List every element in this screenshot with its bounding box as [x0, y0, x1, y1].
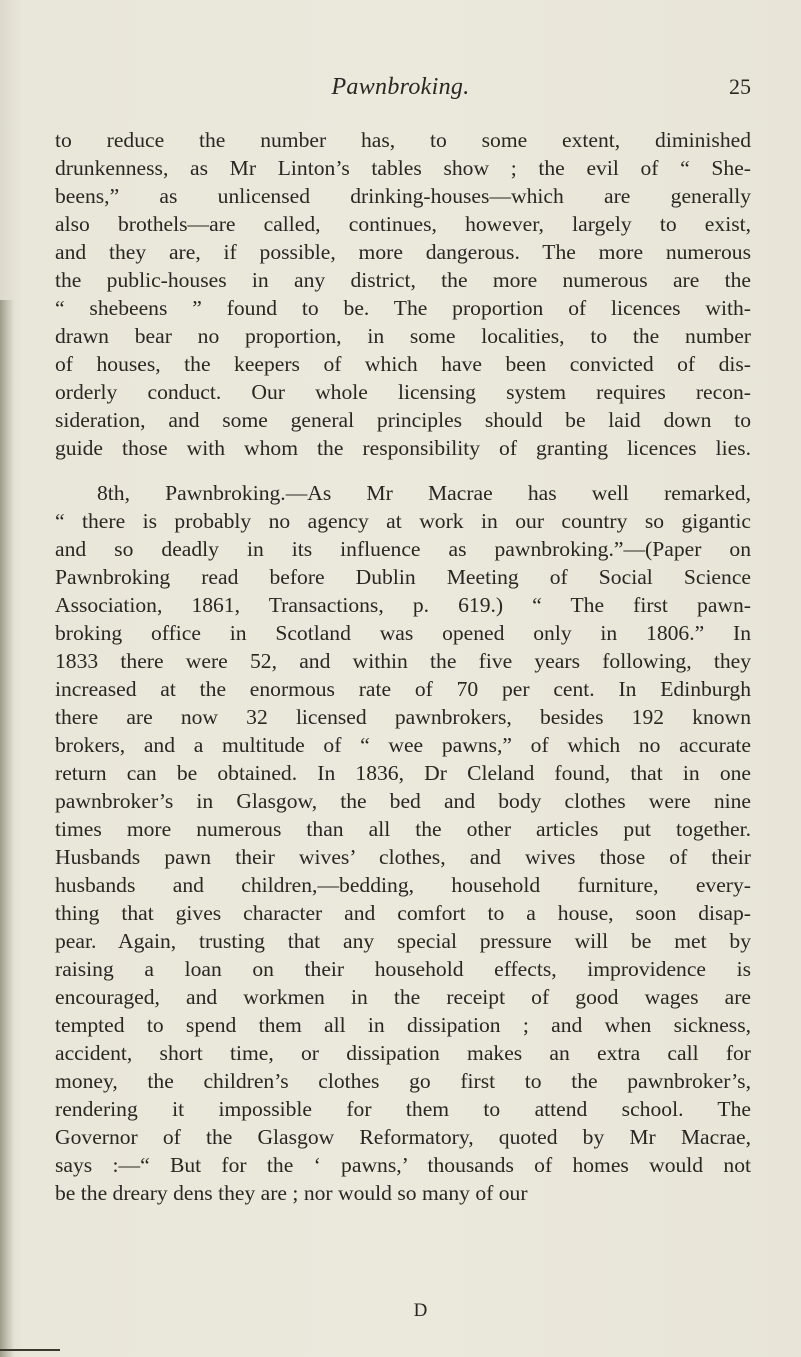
text-line: thing that gives character and comfort to a house, soon disap-	[55, 901, 751, 925]
text-line: rendering it impossible for them to attend school. The	[55, 1097, 751, 1121]
text-line: drawn bear no proportion, in some localities, to the number	[55, 324, 751, 348]
text-line: drunkenness, as Mr Linton’s tables show ; the evil of “ She-	[55, 156, 751, 180]
text-line: husbands and children,—bedding, household furniture, every-	[55, 873, 751, 897]
text-line: Governor of the Glasgow Reformatory, quoted by Mr Macrae,	[55, 1125, 751, 1149]
text-line: pear. Again, trusting that any special pressure will be met by	[55, 929, 751, 953]
text-line: to reduce the number has, to some extent, diminished	[55, 128, 751, 152]
text-line: beens,” as unlicensed drinking-houses—which are generally	[55, 184, 751, 208]
page-number: 25	[729, 74, 751, 99]
text-line: be the dreary dens they are ; nor would so many of our	[55, 1181, 528, 1205]
paragraph-gap	[55, 462, 751, 479]
body-text	[55, 126, 751, 1207]
scan-edge-mark	[0, 1349, 60, 1351]
text-line: says :—“ But for the ‘ pawns,’ thousands of homes would not	[55, 1153, 751, 1177]
text-line: sideration, and some general principles should be laid down to	[55, 408, 751, 432]
text-line: Association, 1861, Transactions, p. 619.) “ The first pawn-	[55, 593, 751, 617]
text-line: accident, short time, or dissipation makes an extra call for	[55, 1041, 751, 1065]
text-line: brokers, and a multitude of “ wee pawns,” of which no accurate	[55, 733, 751, 757]
text-line: there are now 32 licensed pawnbrokers, besides 192 known	[55, 705, 751, 729]
text-line: “ shebeens ” found to be. The proportion of licences with-	[55, 296, 751, 320]
text-line: increased at the enormous rate of 70 per cent. In Edinburgh	[55, 677, 751, 701]
text-line: broking office in Scotland was opened only in 1806.” In	[55, 621, 751, 645]
page-header	[0, 74, 801, 114]
text-line: guide those with whom the responsibility of granting licences lies.	[55, 436, 751, 460]
text-line: tempted to spend them all in dissipation ; and when sickness,	[55, 1013, 751, 1037]
paragraph-licensing	[55, 126, 751, 462]
text-line: the public-houses in any district, the more numerous are the	[55, 268, 751, 292]
text-line: also brothels—are called, continues, however, largely to exist,	[55, 212, 751, 236]
binding-shadow	[0, 300, 14, 1357]
text-line: pawnbroker’s in Glasgow, the bed and body clothes were nine	[55, 789, 751, 813]
text-line: return can be obtained. In 1836, Dr Cleland found, that in one	[55, 761, 751, 785]
text-line: 8th, Pawnbroking.—As Mr Macrae has well remarked,	[97, 481, 751, 505]
signature-mark: D	[413, 1300, 428, 1321]
text-line: and they are, if possible, more dangerous. The more numerous	[55, 240, 751, 264]
text-line: of houses, the keepers of which have been convicted of dis-	[55, 352, 751, 376]
running-title: Pawnbroking.	[331, 74, 470, 100]
text-line: raising a loan on their household effects, improvidence is	[55, 957, 751, 981]
text-line: Husbands pawn their wives’ clothes, and wives those of their	[55, 845, 751, 869]
text-line: money, the children’s clothes go first to the pawnbroker’s,	[55, 1069, 751, 1093]
text-line: Pawnbroking read before Dublin Meeting of Social Science	[55, 565, 751, 589]
text-line: orderly conduct. Our whole licensing system requires recon-	[55, 380, 751, 404]
text-line: times more numerous than all the other articles put together.	[55, 817, 751, 841]
paragraph-pawnbroking	[55, 479, 751, 1207]
text-line: encouraged, and workmen in the receipt of good wages are	[55, 985, 751, 1009]
text-line: 1833 there were 52, and within the five years following, they	[55, 649, 751, 673]
text-line: “ there is probably no agency at work in our country so gigantic	[55, 509, 751, 533]
text-line: and so deadly in its influence as pawnbroking.”—(Paper on	[55, 537, 751, 561]
